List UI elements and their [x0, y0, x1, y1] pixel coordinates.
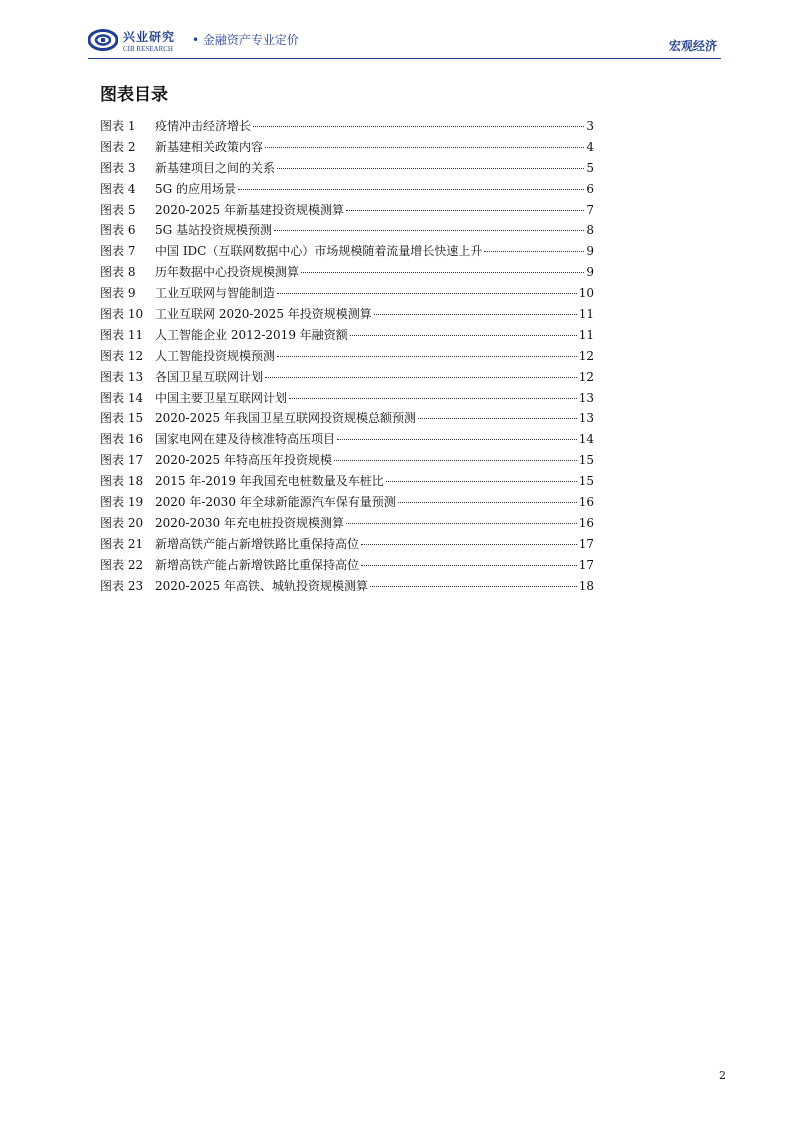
toc-entry-title: 2020-2025 年我国卫星互联网投资规模总额预测 — [155, 411, 416, 426]
toc-entry-title: 中国 IDC（互联网数据中心）市场规模随着流量增长快速上升 — [155, 244, 483, 259]
toc-entry[interactable] — [100, 283, 594, 304]
toc-entry-page: 13 — [578, 390, 594, 405]
toc-entry[interactable] — [100, 304, 594, 325]
toc-entry-page: 17 — [578, 557, 594, 572]
toc-entry-label: 图表 2 — [100, 139, 136, 154]
toc-entry[interactable] — [100, 555, 594, 576]
page-header — [88, 28, 721, 58]
toc-entry-page: 12 — [578, 348, 594, 363]
toc-entry-page: 18 — [578, 578, 594, 593]
toc-dot-leader — [418, 418, 577, 419]
toc-entry[interactable] — [100, 513, 594, 534]
toc-entry-title: 2020 年-2030 年全球新能源汽车保有量预测 — [155, 495, 396, 510]
toc-entry-label: 图表 1 — [100, 119, 136, 133]
toc-entry-title: 新增高铁产能占新增铁路比重保持高位 — [155, 536, 360, 551]
toc-entry-page: 9 — [586, 244, 594, 259]
toc-entry[interactable] — [100, 429, 594, 450]
toc-entry[interactable] — [100, 450, 594, 471]
toc-entry-label: 图表 11 — [100, 327, 144, 342]
toc-entry-label: 图表 18 — [100, 474, 144, 489]
toc-entry-label: 图表 8 — [100, 265, 136, 280]
toc-entry-title: 国家电网在建及待核准特高压项目 — [155, 432, 336, 447]
toc-entry[interactable] — [100, 534, 594, 555]
toc-entry-title: 中国主要卫星互联网计划 — [155, 390, 288, 405]
toc-dot-leader — [370, 586, 577, 587]
toc-entry-page: 14 — [578, 432, 594, 447]
toc-dot-leader — [277, 356, 577, 357]
toc-entry-label: 图表 14 — [100, 390, 144, 405]
toc-entry-title: 工业互联网 2020-2025 年投资规模测算 — [155, 307, 372, 322]
toc-entry-label: 图表 16 — [100, 432, 144, 447]
toc-entry-title: 各国卫星互联网计划 — [155, 369, 264, 384]
toc-entry-title: 2015 年-2019 年我国充电桩数量及车桩比 — [155, 474, 384, 489]
toc-dot-leader — [265, 147, 584, 148]
toc-entry-label: 图表 19 — [100, 495, 144, 510]
toc-entry[interactable] — [100, 346, 594, 367]
toc-entry-title: 工业互联网与智能制造 — [155, 286, 276, 301]
toc-entry-label: 图表 23 — [100, 578, 144, 593]
toc-entry[interactable] — [100, 492, 594, 513]
toc-entry-title: 历年数据中心投资规模测算 — [155, 265, 300, 280]
toc-entry-label: 图表 9 — [100, 286, 136, 301]
toc-entry[interactable] — [100, 388, 594, 409]
brand-name: 兴业研究 — [123, 30, 176, 44]
header-divider — [88, 58, 721, 59]
toc-entry-page: 16 — [578, 515, 594, 530]
toc-entry-page: 7 — [586, 202, 594, 217]
page-number: 2 — [719, 1069, 726, 1082]
toc-entry[interactable] — [100, 137, 594, 158]
toc-dot-leader — [265, 377, 577, 378]
toc-dot-leader — [361, 544, 577, 545]
toc-dot-leader — [277, 293, 577, 294]
toc-entry-label: 图表 12 — [100, 348, 144, 363]
toc-entry[interactable] — [100, 200, 594, 221]
toc-entry-label: 图表 17 — [100, 453, 144, 468]
toc-entry-title: 人工智能投资规模预测 — [155, 348, 276, 363]
toc-entry-label: 图表 21 — [100, 536, 144, 551]
toc-entry-label: 图表 15 — [100, 411, 144, 426]
toc-dot-leader — [374, 314, 577, 315]
toc-entry-page: 11 — [578, 327, 594, 342]
toc-entry-title: 人工智能企业 2012-2019 年融资额 — [155, 327, 348, 342]
toc-entry-title: 5G 的应用场景 — [155, 181, 237, 196]
toc-dot-leader — [334, 460, 577, 461]
toc-entry-page: 17 — [578, 536, 594, 551]
toc-entry-label: 图表 5 — [100, 202, 136, 217]
toc-entry-title: 2020-2025 年高铁、城轨投资规模测算 — [155, 578, 368, 593]
toc-entry-page: 16 — [578, 495, 594, 510]
toc-entry[interactable] — [100, 325, 594, 346]
toc-entry-page: 5 — [586, 160, 594, 175]
toc-dot-leader — [361, 565, 577, 566]
toc-entry-label: 图表 4 — [100, 181, 136, 196]
toc-entry-page: 6 — [586, 181, 594, 196]
toc-entry-label: 图表 10 — [100, 307, 144, 322]
toc-entry-title: 新基建项目之间的关系 — [155, 160, 276, 175]
report-section-label: 宏观经济 — [668, 39, 717, 53]
brand-tagline: • 金融资产专业定价 — [192, 33, 299, 47]
toc-entry[interactable] — [100, 576, 594, 597]
toc-entry-label: 图表 3 — [100, 160, 136, 175]
toc-entry[interactable] — [100, 116, 594, 137]
toc-entry-title: 疫情冲击经济增长 — [155, 119, 252, 133]
toc-entry[interactable] — [100, 179, 594, 200]
toc-entry[interactable] — [100, 471, 594, 492]
toc-entry-page: 11 — [578, 307, 594, 322]
toc-entry-page: 8 — [586, 223, 594, 238]
toc-entry-page: 4 — [586, 139, 594, 154]
toc-dot-leader — [386, 481, 577, 482]
toc-dot-leader — [484, 251, 584, 252]
table-of-figures — [100, 116, 594, 596]
toc-dot-leader — [289, 398, 577, 399]
toc-dot-leader — [398, 502, 577, 503]
toc-entry-page: 10 — [578, 286, 594, 301]
toc-entry-label: 图表 22 — [100, 557, 144, 572]
toc-entry-page: 12 — [578, 369, 594, 384]
toc-entry-label: 图表 20 — [100, 515, 144, 530]
cib-research-logo-icon — [88, 29, 118, 51]
toc-dot-leader — [238, 189, 584, 190]
toc-dot-leader — [337, 439, 577, 440]
toc-dot-leader — [274, 230, 584, 231]
toc-entry-title: 新增高铁产能占新增铁路比重保持高位 — [155, 557, 360, 572]
toc-entry[interactable] — [100, 367, 594, 388]
toc-entry[interactable] — [100, 408, 594, 429]
toc-entry-page: 15 — [578, 453, 594, 468]
toc-entry[interactable] — [100, 220, 594, 241]
toc-entry-page: 9 — [586, 265, 594, 280]
toc-dot-leader — [301, 272, 584, 273]
brand-name-english: CIB RESEARCH — [123, 45, 173, 53]
toc-entry-title: 新基建相关政策内容 — [155, 139, 264, 154]
toc-entry[interactable] — [100, 262, 594, 283]
toc-dot-leader — [253, 126, 584, 127]
toc-entry[interactable] — [100, 158, 594, 179]
toc-dot-leader — [346, 210, 584, 211]
toc-entry[interactable] — [100, 241, 594, 262]
toc-dot-leader — [277, 168, 584, 169]
toc-entry-label: 图表 6 — [100, 223, 136, 238]
toc-entry-title: 2020-2030 年充电桩投资规模测算 — [155, 515, 344, 530]
toc-entry-page: 3 — [586, 119, 594, 133]
page-title: 图表目录 — [100, 85, 168, 105]
toc-entry-label: 图表 7 — [100, 244, 136, 259]
toc-entry-label: 图表 13 — [100, 369, 144, 384]
toc-entry-title: 2020-2025 年新基建投资规模测算 — [155, 202, 344, 217]
toc-entry-page: 13 — [578, 411, 594, 426]
toc-dot-leader — [346, 523, 577, 524]
toc-dot-leader — [350, 335, 577, 336]
toc-entry-title: 2020-2025 年特高压年投资规模 — [155, 453, 332, 468]
toc-entry-title: 5G 基站投资规模预测 — [155, 223, 273, 238]
toc-entry-page: 15 — [578, 474, 594, 489]
